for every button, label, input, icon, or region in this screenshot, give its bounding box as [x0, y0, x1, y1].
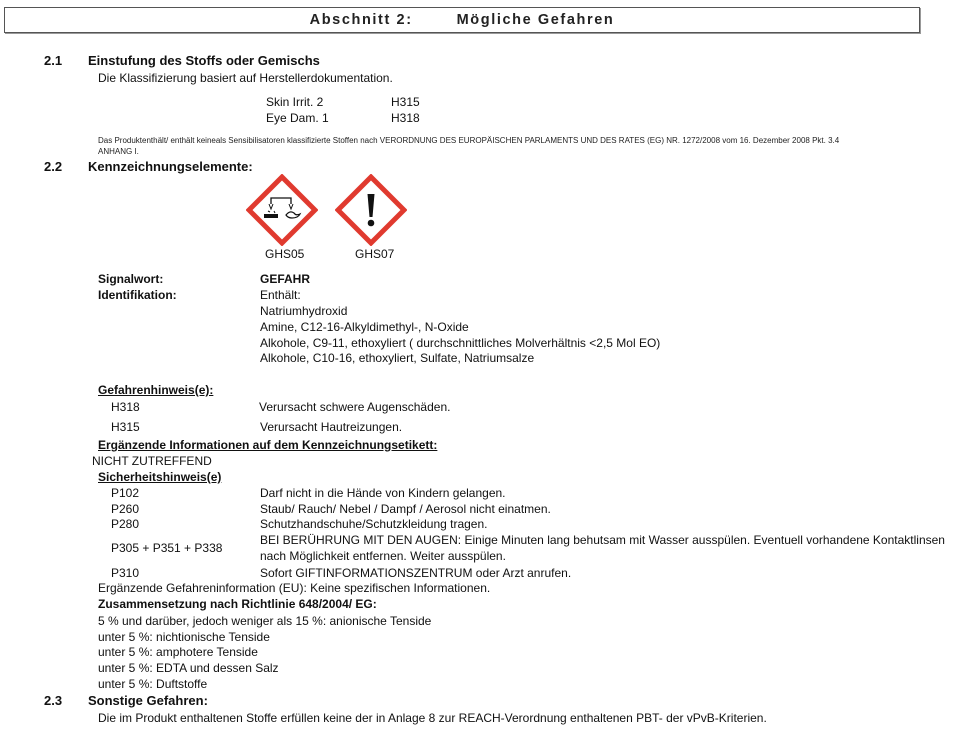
composition-line: unter 5 %: nichtionische Tenside	[98, 630, 270, 644]
precaution-text: Staub/ Rauch/ Nebel / Dampf / Aerosol nicht einatmen.	[260, 502, 551, 516]
ghs07-label: GHS07	[355, 247, 395, 261]
eu-hazard-info: Ergänzende Gefahreninformation (EU): Keine spezifischen Informationen.	[98, 581, 491, 595]
precaution-text: Schutzhandschuhe/Schutzkleidung tragen.	[260, 517, 488, 531]
identification-line: Alkohole, C9-11, ethoxyliert ( durchschnittliches Molverhältnis <2,5 Mol EO)	[260, 336, 661, 350]
signal-word-value: GEFAHR	[260, 272, 311, 286]
composition-line: unter 5 %: EDTA und dessen Salz	[98, 661, 279, 675]
identification-line: Enthält:	[260, 288, 301, 302]
precautionary-statements-heading: Sicherheitshinweis(e)	[98, 470, 222, 484]
precaution-text-cont: nach Möglichkeit entfernen. Weiter ausspülen.	[260, 549, 506, 563]
hazard-text: Verursacht schwere Augenschäden.	[259, 400, 451, 414]
subsection-title-2-3: Sonstige Gefahren:	[88, 693, 208, 708]
precaution-text: Sofort GIFTINFORMATIONSZENTRUM oder Arzt anrufen.	[260, 566, 572, 580]
precaution-code: P280	[111, 517, 140, 531]
section-label: Abschnitt 2:	[309, 12, 413, 28]
precaution-text: Darf nicht in die Hände von Kindern gelangen.	[260, 486, 506, 500]
classification-intro: Die Klassifizierung basiert auf Herstellerdokumentation.	[98, 71, 393, 85]
supplemental-info-heading: Ergänzende Informationen auf dem Kennzeichnungsetikett:	[98, 438, 438, 452]
subsection-title-2-1: Einstufung des Stoffs oder Gemischs	[88, 53, 320, 68]
classification-class: Eye Dam. 1	[266, 111, 329, 125]
corrosion-icon	[246, 174, 318, 246]
hazard-code: H315	[111, 420, 140, 434]
classification-class: Skin Irrit. 2	[266, 95, 324, 109]
composition-line: 5 % und darüber, jedoch weniger als 15 %: anionische Tenside	[98, 614, 432, 628]
identification-label: Identifikation:	[98, 288, 177, 302]
precaution-code: P260	[111, 502, 140, 516]
precaution-text: BEI BERÜHRUNG MIT DEN AUGEN: Einige Minuten lang behutsam mit Wasser ausspülen. Eventuell vorhandene Kontaktlinsen	[260, 533, 945, 547]
composition-line: unter 5 %: Duftstoffe	[98, 677, 208, 691]
classification-code: H315	[391, 95, 420, 109]
precaution-code: P310	[111, 566, 140, 580]
hazard-code: H318	[111, 400, 140, 414]
supplemental-info-value: NICHT ZUTREFFEND	[92, 454, 212, 468]
exclamation-mark-icon	[335, 174, 407, 246]
precaution-code: P305 + P351 + P338	[111, 541, 223, 555]
precaution-code: P102	[111, 486, 140, 500]
subsection-title-2-2: Kennzeichnungselemente:	[88, 159, 253, 174]
ghs05-label: GHS05	[265, 247, 305, 261]
identification-line: Alkohole, C10-16, ethoxyliert, Sulfate, Natriumsalze	[260, 351, 535, 365]
subsection-number-2-2: 2.2	[44, 159, 63, 174]
composition-line: unter 5 %: amphotere Tenside	[98, 645, 258, 659]
other-hazards-text: Die im Produkt enthaltenen Stoffe erfüllen keine der in Anlage 8 zur REACH-Verordnung enthaltenen PBT- der vPvB-Kriterien.	[98, 711, 767, 725]
subsection-number-2-3: 2.3	[44, 693, 63, 708]
identification-line: Amine, C12-16-Alkyldimethyl-, N-Oxide	[260, 320, 469, 334]
sensitizer-note: Das Produktenthält/ enthält keineals Sensibilisatoren klassifizierte Stoffen nach VERORDNUNG DES EUROPÄISCHEN PARLAMENTS UND DES RATES (EG) NR. 1272/2008 vom 16. Dezember 2008 Pkt. 3.4	[98, 136, 840, 145]
hazard-statements-heading: Gefahrenhinweis(e):	[98, 383, 214, 397]
identification-line: Natriumhydroxid	[260, 304, 348, 318]
composition-heading: Zusammensetzung nach Richtlinie 648/2004/ EG:	[98, 597, 377, 611]
ghs07-pictogram	[335, 174, 407, 246]
section-header	[4, 7, 920, 33]
hazard-text: Verursacht Hautreizungen.	[260, 420, 403, 434]
signal-word-label: Signalwort:	[98, 272, 164, 286]
section-title: Mögliche Gefahren	[456, 12, 615, 28]
sensitizer-note-cont: ANHANG I.	[98, 147, 139, 156]
subsection-number-2-1: 2.1	[44, 53, 63, 68]
ghs05-pictogram	[246, 174, 318, 246]
classification-code: H318	[391, 111, 420, 125]
